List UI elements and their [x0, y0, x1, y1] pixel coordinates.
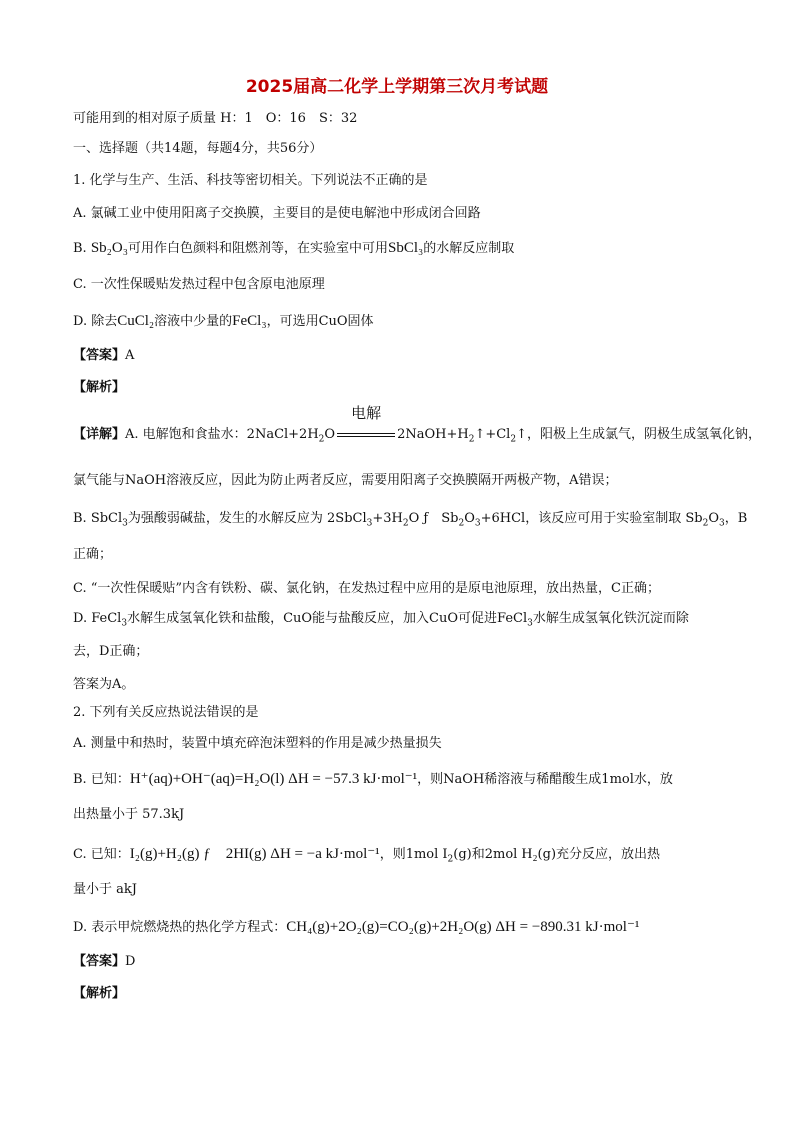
electrolysis-label: 电解	[351, 404, 382, 422]
subscript: 2	[447, 854, 454, 865]
detail-b-line2: 正确；	[73, 547, 113, 562]
q2-option-c-text2: (g)和2mol	[453, 847, 518, 862]
equation-methane: CH₄(g)+2O₂(g)=CO₂(g)+2H₂O(g) ΔH = −890.31 kJ·mol⁻¹	[286, 919, 640, 935]
subscript: 3	[527, 618, 533, 629]
detail-a-line1	[73, 404, 761, 445]
q2-option-d	[73, 918, 639, 937]
equation-hi: I₂(g)+H₂(g) ƒ 2HI(g) ΔH = −a kJ·mol⁻¹	[129, 846, 380, 862]
subscript: 3	[122, 518, 128, 529]
formula-fecl3: FeCl₃	[232, 313, 267, 329]
analysis-tag: 【解析】	[73, 380, 126, 395]
subscript: 3	[366, 518, 373, 529]
detail-d-text1: D. FeCl	[73, 611, 122, 626]
q2-option-a: A. 测量中和热时，装置中填充碎泡沫塑料的作用是减少热量损失	[73, 736, 442, 751]
detail-c-line: C. “一次性保暖贴”内含有铁粉、碳、氯化钠，在发热过程中应用的是原电池原理，放出热量，C正确；	[73, 581, 660, 596]
atomic-mass-line: 可能用到的相对原子质量 H：1 O：16 S：32	[73, 111, 358, 126]
q2-answer	[73, 953, 135, 971]
detail-a-line2: 氯气能与NaOH溶液反应，因此为防止两者反应，需要用阳离子交换膜隔开两极产物，A错误；	[73, 473, 618, 488]
detail-tag: 【详解】	[73, 427, 126, 442]
equals-line	[337, 433, 395, 437]
q1-option-b-prefix: B.	[73, 241, 91, 256]
q2-option-c-prefix: C. 已知：	[73, 847, 130, 862]
analysis-tag: 【解析】	[73, 986, 126, 1001]
q2-option-b-prefix: B. 已知：	[73, 772, 130, 787]
answer-tag: 【答案】	[73, 348, 126, 363]
subscript: 2	[702, 518, 709, 529]
q2-option-b-suffix: ，则NaOH稀溶液与稀醋酸生成1mol水，放	[417, 772, 673, 787]
detail-b-line1	[73, 510, 747, 528]
subscript: 2	[402, 518, 409, 529]
formula-sbcl3: SbCl₃	[387, 240, 424, 256]
q1-option-d-mid: 溶液中少量的	[154, 314, 233, 329]
formula-cucl2: CuCl₂	[117, 313, 155, 329]
detail-b-text7: O	[708, 511, 719, 526]
detail-a-text1: A. 电解饱和食盐水：2NaCl+2H	[125, 427, 319, 442]
formula-h2: H₂	[521, 846, 538, 862]
q1-option-c: C. 一次性保暖贴发热过程中包含原电池原理	[73, 277, 325, 292]
subscript: 3	[121, 618, 128, 629]
detail-b-text1: B. SbCl	[73, 511, 123, 526]
detail-b-text5: O	[464, 511, 475, 526]
q2-stem: 2. 下列有关反应热说法错误的是	[73, 705, 259, 720]
q2-option-c-text4: (g)充分反应，放出热	[537, 847, 661, 862]
detail-b-text3: +3H	[372, 511, 403, 526]
page-title: 2025届高二化学上学期第三次月考试题	[245, 77, 549, 97]
subscript: 2	[468, 434, 475, 445]
q1-stem: 1. 化学与生产、生活、科技等密切相关。下列说法不正确的是	[73, 173, 428, 188]
detail-d-text2: 水解生成氢氧化铁和盐酸，CuO能与盐酸反应，加入CuO可促进FeCl	[127, 611, 528, 626]
detail-d-text3: 水解生成氢氧化铁沉淀而除	[532, 611, 689, 626]
q1-option-a: A. 氯碱工业中使用阳离子交换膜，主要目的是使电解池中形成闭合回路	[73, 206, 481, 221]
detail-b-text8: ，B	[724, 511, 748, 526]
answer-tag: 【答案】	[73, 954, 126, 969]
q1-option-d-suffix: ，可选用CuO固体	[266, 314, 374, 329]
q1-option-d	[73, 312, 374, 331]
q1-option-b-suffix: 的水解反应制取	[423, 241, 515, 256]
answer-value: D	[125, 954, 136, 969]
answer-value: A	[125, 348, 135, 363]
equation-neutralization: H⁺(aq)+OH⁻(aq)=H₂O(l) ΔH = −57.3 kJ·mol⁻¹	[129, 771, 418, 787]
detail-d-line1	[73, 610, 689, 628]
q1-answer	[73, 347, 134, 365]
detail-b-text4: O ƒ Sb	[408, 511, 459, 526]
q2-option-c-line2: 量小于 akJ	[73, 882, 137, 897]
q2-option-c	[73, 845, 660, 864]
q1-option-d-prefix: D. 除去	[73, 314, 118, 329]
detail-b-text2: 为强酸弱碱盐，发生的水解反应为 2SbCl	[127, 511, 367, 526]
q1-option-b-mid: 可用作白色颜料和阻燃剂等，在实验室中可用	[127, 241, 388, 256]
detail-a-text2: 2NaOH+H	[397, 427, 469, 442]
subscript: 3	[474, 518, 481, 529]
q2-option-b-line2: 出热量小于 57.3kJ	[73, 807, 185, 822]
detail-a-o: O	[324, 427, 336, 442]
detail-b-text6: +6HCl，该反应可用于实验室制取 Sb	[480, 511, 703, 526]
subscript: 2	[318, 434, 325, 445]
detail-a-text4: ↑，阳极上生成氯气，阴极生成氢氧化钠，	[516, 427, 761, 442]
formula-sb2o3: Sb₂O₃	[90, 240, 128, 256]
q2-option-b	[73, 770, 673, 789]
electrolysis-arrow	[335, 404, 397, 444]
q1-option-b	[73, 239, 514, 258]
subscript: 2	[510, 434, 517, 445]
subscript: 2	[458, 518, 465, 529]
q2-option-d-prefix: D. 表示甲烷燃烧热的热化学方程式：	[73, 920, 287, 935]
q2-option-c-text1: ，则1mol I	[379, 847, 448, 862]
section-heading: 一、选择题（共14题，每题4分，共56分）	[73, 141, 323, 156]
subscript: 3	[718, 518, 725, 529]
detail-a-text3: ↑+Cl	[474, 427, 511, 442]
q1-conclusion: 答案为A。	[73, 677, 135, 692]
detail-d-line2: 去，D正确；	[73, 644, 149, 659]
